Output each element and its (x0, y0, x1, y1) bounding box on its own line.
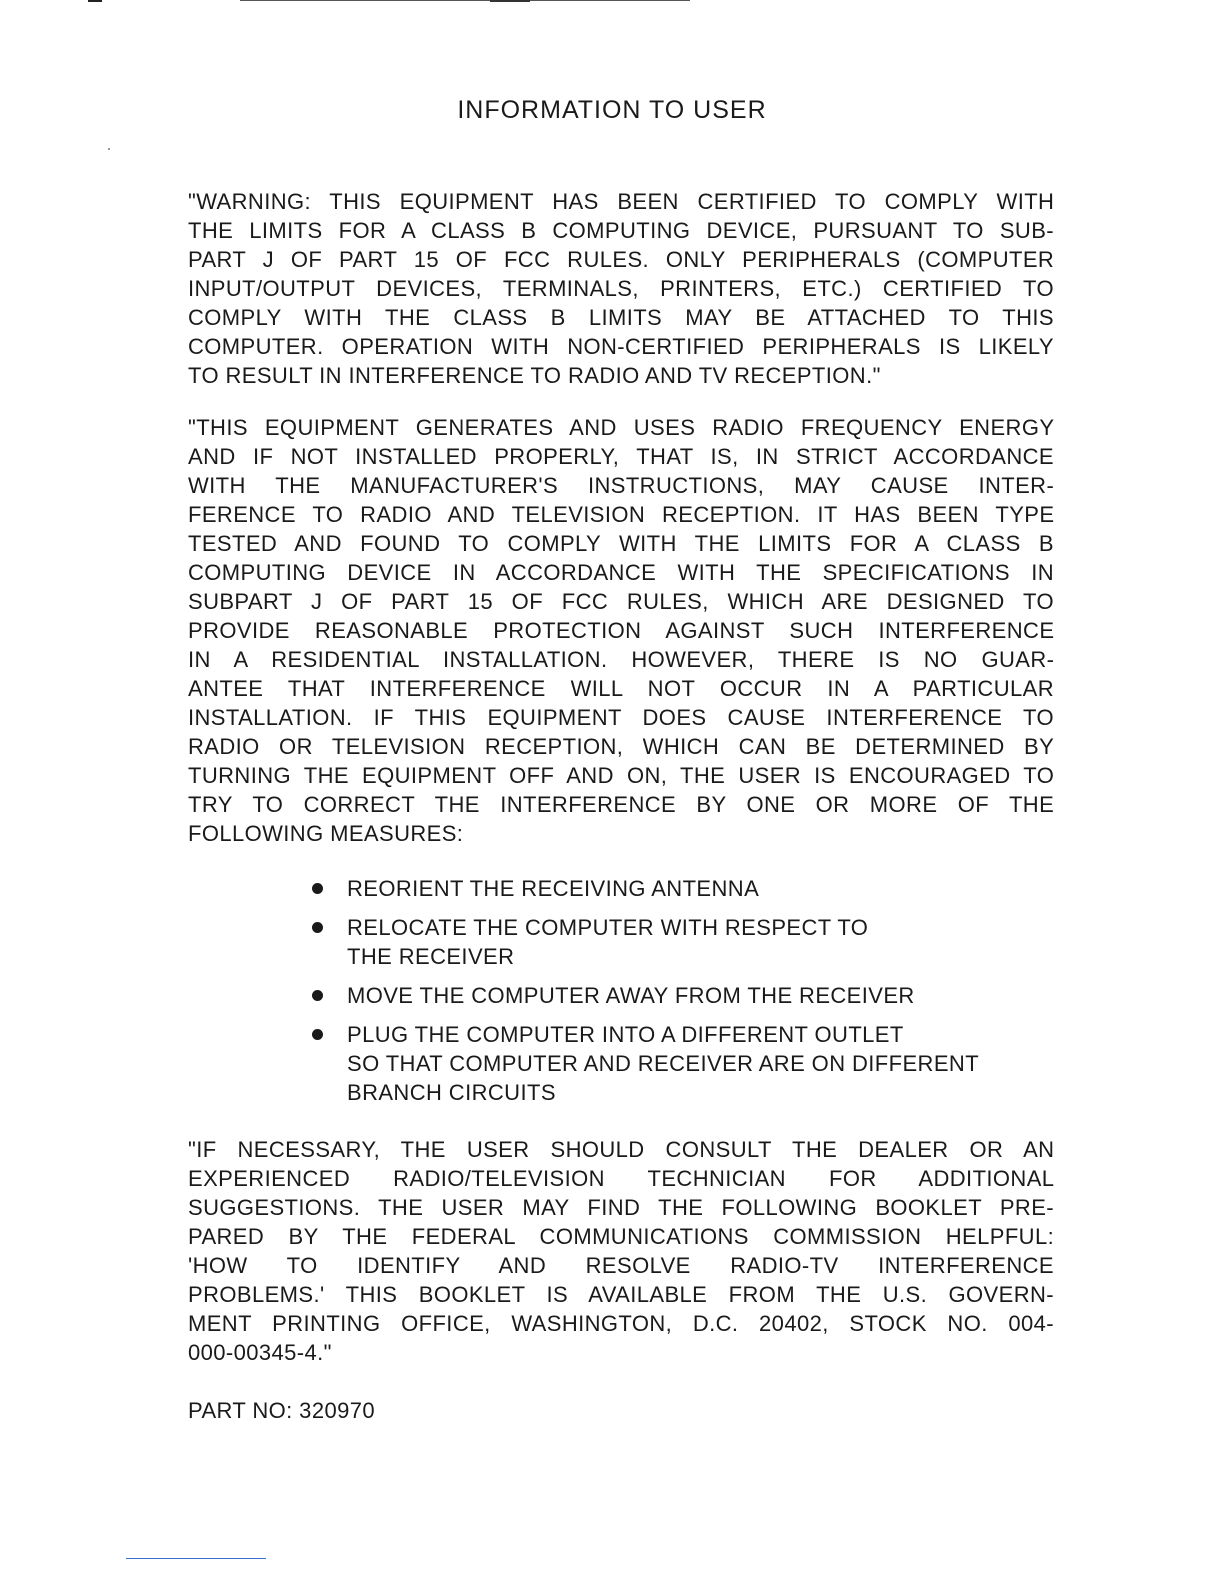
paragraph-line: TURNING THE EQUIPMENT OFF AND ON, THE USER IS ENCOURAGED TO (188, 763, 1055, 788)
list-item (312, 874, 1072, 903)
paragraph-line: COMPUTER. OPERATION WITH NON-CERTIFIED PERIPHERALS IS LIKELY (188, 334, 1054, 359)
paragraph-line: SUGGESTIONS. THE USER MAY FIND THE FOLLOWING BOOKLET PRE- (188, 1195, 1054, 1220)
paragraph-line: EXPERIENCED RADIO/TELEVISION TECHNICIAN FOR ADDITIONAL (188, 1166, 1055, 1191)
warning-paragraph (188, 187, 1054, 390)
paragraph-line: THE LIMITS FOR A CLASS B COMPUTING DEVICE, PURSUANT TO SUB- (188, 218, 1054, 243)
list-item-text: SO THAT COMPUTER AND RECEIVER ARE ON DIFFERENT (347, 1051, 980, 1076)
paragraph-line: FOLLOWING MEASURES: (188, 821, 464, 846)
paragraph-line: "WARNING: THIS EQUIPMENT HAS BEEN CERTIFIED TO COMPLY WITH (188, 189, 1055, 214)
scan-edge-line-top (240, 0, 690, 1)
paragraph-line: INSTALLATION. IF THIS EQUIPMENT DOES CAUSE INTERFERENCE TO (188, 705, 1054, 730)
list-item-text: MOVE THE COMPUTER AWAY FROM THE RECEIVER (347, 983, 915, 1008)
list-item (312, 981, 1072, 1010)
paragraph-line: IN A RESIDENTIAL INSTALLATION. HOWEVER, THERE IS NO GUAR- (188, 647, 1055, 672)
list-item-text: REORIENT THE RECEIVING ANTENNA (347, 876, 760, 901)
paragraph-line: AND IF NOT INSTALLED PROPERLY, THAT IS, IN STRICT ACCORDANCE (188, 444, 1054, 469)
paragraph-line: "IF NECESSARY, THE USER SHOULD CONSULT THE DEALER OR AN (188, 1137, 1055, 1162)
paragraph-line: TESTED AND FOUND TO COMPLY WITH THE LIMITS FOR A CLASS B (188, 531, 1054, 556)
list-item (312, 913, 1072, 971)
interference-paragraph (188, 413, 1054, 848)
paragraph-line: PROBLEMS.' THIS BOOKLET IS AVAILABLE FROM THE U.S. GOVERN- (188, 1282, 1054, 1307)
list-item-text: BRANCH CIRCUITS (347, 1080, 556, 1105)
list-item-text: RELOCATE THE COMPUTER WITH RESPECT TO (347, 915, 869, 940)
paragraph-line: WITH THE MANUFACTURER'S INSTRUCTIONS, MAY CAUSE INTER- (188, 473, 1055, 498)
paragraph-line: PART J OF PART 15 OF FCC RULES. ONLY PERIPHERALS (COMPUTER (188, 247, 1055, 272)
bullet-icon (312, 922, 323, 933)
paragraph-line: MENT PRINTING OFFICE, WASHINGTON, D.C. 20402, STOCK NO. 004- (188, 1311, 1054, 1336)
paragraph-line: 'HOW TO IDENTIFY AND RESOLVE RADIO-TV INTERFERENCE (188, 1253, 1054, 1278)
measures-list (312, 874, 1072, 1117)
paragraph-line: COMPLY WITH THE CLASS B LIMITS MAY BE ATTACHED TO THIS (188, 305, 1054, 330)
bullet-icon (312, 990, 323, 1001)
list-item-text: PLUG THE COMPUTER INTO A DIFFERENT OUTLET (347, 1022, 904, 1047)
paragraph-line: SUBPART J OF PART 15 OF FCC RULES, WHICH ARE DESIGNED TO (188, 589, 1054, 614)
scan-speck (108, 148, 110, 150)
paragraph-line: TO RESULT IN INTERFERENCE TO RADIO AND TV RECEPTION." (188, 363, 881, 388)
paragraph-line: RADIO OR TELEVISION RECEPTION, WHICH CAN BE DETERMINED BY (188, 734, 1055, 759)
paragraph-line: 000-00345-4." (188, 1340, 332, 1365)
scan-edge-mark-top (490, 0, 530, 2)
scan-edge-line-bottom (126, 1558, 266, 1559)
paragraph-line: PARED BY THE FEDERAL COMMUNICATIONS COMMISSION HELPFUL: (188, 1224, 1055, 1249)
page-title: INFORMATION TO USER (457, 96, 767, 124)
paragraph-line: INPUT/OUTPUT DEVICES, TERMINALS, PRINTERS, ETC.) CERTIFIED TO (188, 276, 1054, 301)
paragraph-line: "THIS EQUIPMENT GENERATES AND USES RADIO FREQUENCY ENERGY (188, 415, 1055, 440)
bullet-icon (312, 883, 323, 894)
part-number: PART NO: 320970 (188, 1398, 375, 1423)
paragraph-line: ANTEE THAT INTERFERENCE WILL NOT OCCUR IN A PARTICULAR (188, 676, 1054, 701)
list-item-text: THE RECEIVER (347, 944, 515, 969)
paragraph-line: PROVIDE REASONABLE PROTECTION AGAINST SUCH INTERFERENCE (188, 618, 1055, 643)
bullet-icon (312, 1029, 323, 1040)
scan-mark-top-left (88, 0, 102, 2)
consult-dealer-paragraph (188, 1135, 1054, 1367)
paragraph-line: TRY TO CORRECT THE INTERFERENCE BY ONE OR MORE OF THE (188, 792, 1055, 817)
list-item (312, 1020, 1072, 1107)
paragraph-line: FERENCE TO RADIO AND TELEVISION RECEPTION. IT HAS BEEN TYPE (188, 502, 1055, 527)
paragraph-line: COMPUTING DEVICE IN ACCORDANCE WITH THE SPECIFICATIONS IN (188, 560, 1054, 585)
